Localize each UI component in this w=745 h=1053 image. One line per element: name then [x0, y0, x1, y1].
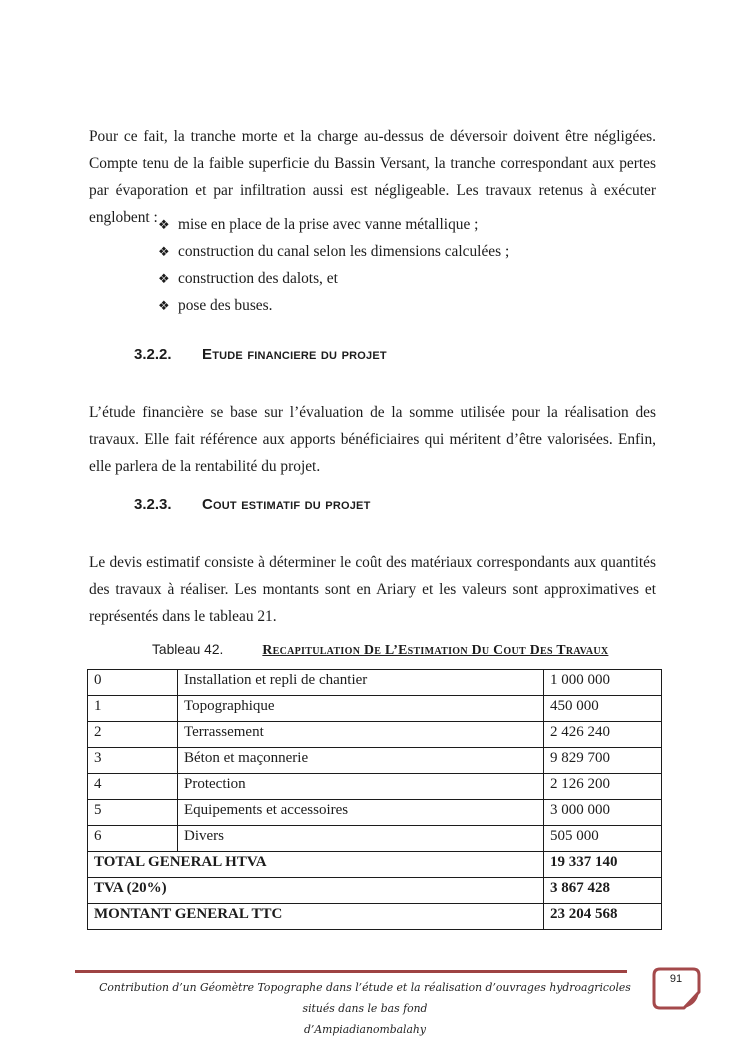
table-row	[88, 670, 662, 696]
footer-line-2: d’Ampiadianombalahy	[304, 1023, 426, 1036]
table-row	[88, 696, 662, 722]
list-item-text: construction des dalots, et	[178, 270, 338, 287]
cell-total-value: 23 204 568	[544, 904, 662, 930]
cell-total-label: TVA (20%)	[88, 878, 544, 904]
caption-label: Tableau 42.	[152, 642, 224, 657]
table-row	[88, 722, 662, 748]
section-number: 3.2.2.	[134, 346, 172, 363]
cell-item-label: Terrassement	[178, 722, 544, 748]
cell-item-label: Béton et maçonnerie	[178, 748, 544, 774]
cell-item-number: 3	[88, 748, 178, 774]
paragraph-devis: Le devis estimatif consiste à déterminer le coût des matériaux correspondants aux quantités des travaux à réaliser. Les montants sont en Ariary et les valeurs sont approximatives et représentés dans le tableau 21.	[89, 554, 656, 626]
cost-estimate-table	[87, 669, 662, 930]
footer-thesis-title	[85, 977, 645, 1040]
cell-item-number: 0	[88, 670, 178, 696]
total-row-htva	[88, 852, 662, 878]
paragraph-intro: Pour ce fait, la tranche morte et la charge au-dessus de déversoir doivent être négligées. Compte tenu de la faible superficie du Bassin Versant, la tranche correspondant aux pertes par évaporation et par infiltration aussi est négligeable. Les travaux retenus à exécuter englobent :	[89, 128, 656, 227]
table-row	[88, 800, 662, 826]
cell-item-value: 505 000	[544, 826, 662, 852]
footer-divider	[75, 970, 627, 973]
section-title: Etude financiere du projet	[202, 346, 387, 363]
total-row-tva	[88, 878, 662, 904]
cell-item-number: 2	[88, 722, 178, 748]
page-number: 91	[669, 973, 683, 985]
cell-item-number: 6	[88, 826, 178, 852]
cell-item-number: 5	[88, 800, 178, 826]
cell-item-value: 3 000 000	[544, 800, 662, 826]
section-number: 3.2.3.	[134, 496, 172, 513]
cell-item-number: 1	[88, 696, 178, 722]
section-heading-322	[134, 346, 387, 363]
list-item	[158, 212, 638, 239]
bullet-list	[158, 212, 638, 320]
paragraph-finance: L’étude financière se base sur l’évaluation de la somme utilisée pour la réalisation des travaux. Elle fait référence aux apports bénéficiaires qui méritent d’être valorisées. Enfin, elle parlera de la rentabilité du projet.	[89, 404, 656, 476]
list-item-text: mise en place de la prise avec vanne métallique ;	[178, 216, 479, 233]
cell-item-label: Equipements et accessoires	[178, 800, 544, 826]
table-row	[88, 774, 662, 800]
cell-item-value: 2 426 240	[544, 722, 662, 748]
cell-total-label: TOTAL GENERAL HTVA	[88, 852, 544, 878]
cell-total-label: MONTANT GENERAL TTC	[88, 904, 544, 930]
cell-item-number: 4	[88, 774, 178, 800]
list-item	[158, 293, 638, 320]
section-title: Cout estimatif du projet	[202, 496, 371, 513]
footer-line-1: Contribution d’un Géomètre Topographe dans l’étude et la réalisation d’ouvrages hydroagricoles situés dans le bas fond	[99, 981, 631, 1015]
cell-item-label: Installation et repli de chantier	[178, 670, 544, 696]
diamond-bullet-icon: ❖	[158, 245, 170, 260]
cell-item-label: Topographique	[178, 696, 544, 722]
total-row-ttc	[88, 904, 662, 930]
diamond-bullet-icon: ❖	[158, 272, 170, 287]
table-row	[88, 826, 662, 852]
list-item-text: pose des buses.	[178, 297, 273, 314]
cell-total-value: 3 867 428	[544, 878, 662, 904]
cell-item-value: 1 000 000	[544, 670, 662, 696]
diamond-bullet-icon: ❖	[158, 218, 170, 233]
caption-title: Recapitulation De L’Estimation Du Cout Des Travaux	[262, 642, 609, 657]
table-caption	[152, 642, 608, 658]
page-number-badge	[652, 967, 704, 1013]
cell-item-value: 2 126 200	[544, 774, 662, 800]
cell-item-value: 9 829 700	[544, 748, 662, 774]
cell-item-label: Divers	[178, 826, 544, 852]
list-item	[158, 239, 638, 266]
list-item-text: construction du canal selon les dimensions calculées ;	[178, 243, 510, 260]
cell-item-value: 450 000	[544, 696, 662, 722]
cell-total-value: 19 337 140	[544, 852, 662, 878]
diamond-bullet-icon: ❖	[158, 299, 170, 314]
table-row	[88, 748, 662, 774]
cell-item-label: Protection	[178, 774, 544, 800]
list-item	[158, 266, 638, 293]
section-heading-323	[134, 496, 371, 513]
